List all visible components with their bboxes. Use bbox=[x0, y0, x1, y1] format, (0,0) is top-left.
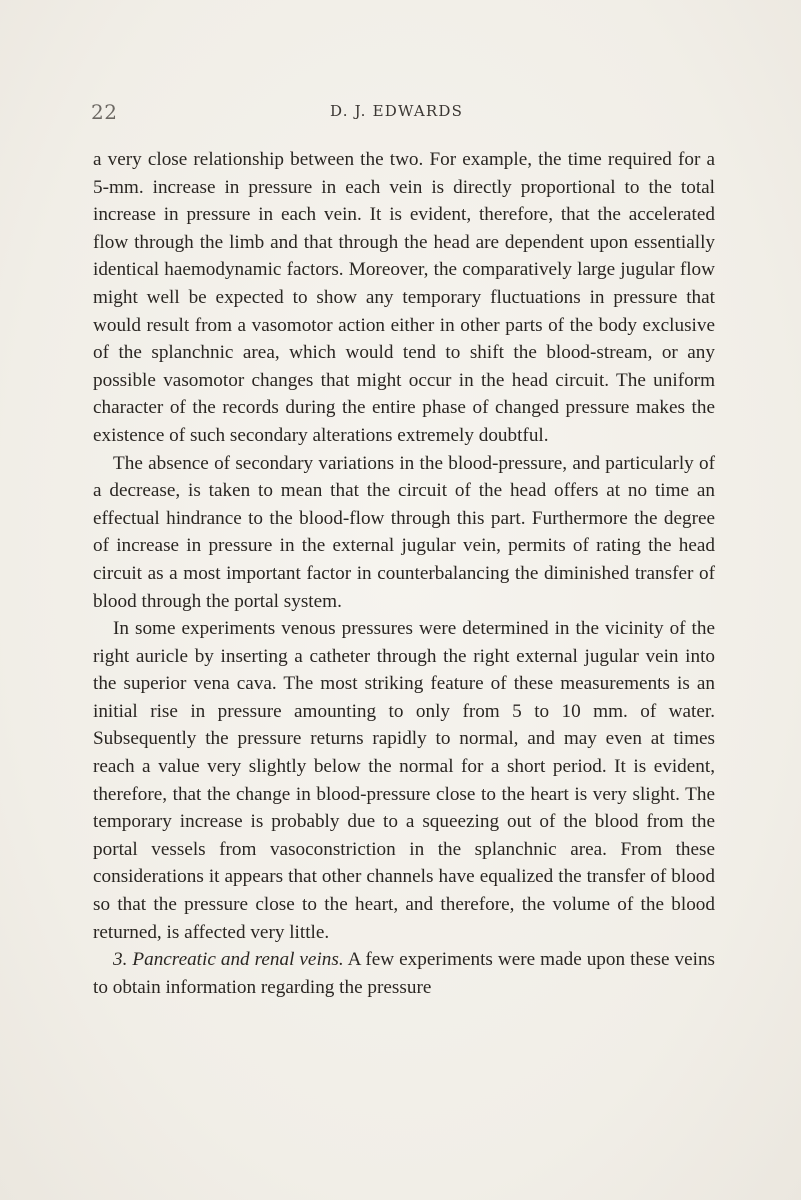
paragraph-3: In some experiments venous pressures were determined in the vicinity of the right auricle by inserting a catheter through the right external jugular vein into the superior vena cava. The most striking feature of these measurements is an initial rise in pressure amounting to only from 5 to 10 mm. of water. Subsequently the pressure returns rapidly to normal, and may even at times reach a value very slightly below the normal for a short period. It is evident, therefore, that the change in blood-pressure close to the heart is very slight. The temporary increase is probably due to a squeezing out of the blood from the portal vessels from vasoconstriction in the splanchnic area. From these considerations it appears that other channels have equalized the transfer of blood so that the pressure close to the heart, and therefore, the volume of the blood returned, is affected very little. bbox=[93, 618, 715, 943]
page-header bbox=[0, 100, 801, 130]
paragraph-1: a very close relationship between the two. For example, the time required for a 5-mm. increase in pressure in each vein is directly proportional to the total increase in pressure in each vein. It is evident, therefore, that the accelerated flow through the limb and that through the head are dependent upon essentially identical haemodynamic factors. Moreover, the comparatively large jugular flow might well be expected to show any temporary fluctuations in pressure that would result from a vasomotor action either in other parts of the body exclusive of the splanchnic area, which would tend to shift the blood-stream, or any possible vasomotor changes that might occur in the head circuit. The uniform character of the records during the entire phase of changed pressure makes the existence of such secondary alterations extremely doubtful. bbox=[93, 149, 715, 446]
body-text bbox=[93, 146, 715, 1001]
running-head: D. J. EDWARDS bbox=[330, 102, 464, 120]
paragraph-4 bbox=[93, 946, 715, 1001]
page-number: 22 bbox=[91, 100, 118, 124]
section-text: A few experiments were made upon these veins to obtain information regarding the pressure bbox=[93, 949, 716, 998]
paragraph-2: The absence of secondary variations in the blood-pressure, and particularly of a decrease, is taken to mean that the circuit of the head offers at no time an effectual hindrance to the blood-flow through this part. Furthermore the degree of increase in pressure in the external jugular vein, permits of rating the head circuit as a most important factor in counterbalancing the diminished transfer of blood through the portal system. bbox=[93, 452, 715, 612]
section-heading: 3. Pancreatic and renal veins. bbox=[113, 949, 344, 971]
